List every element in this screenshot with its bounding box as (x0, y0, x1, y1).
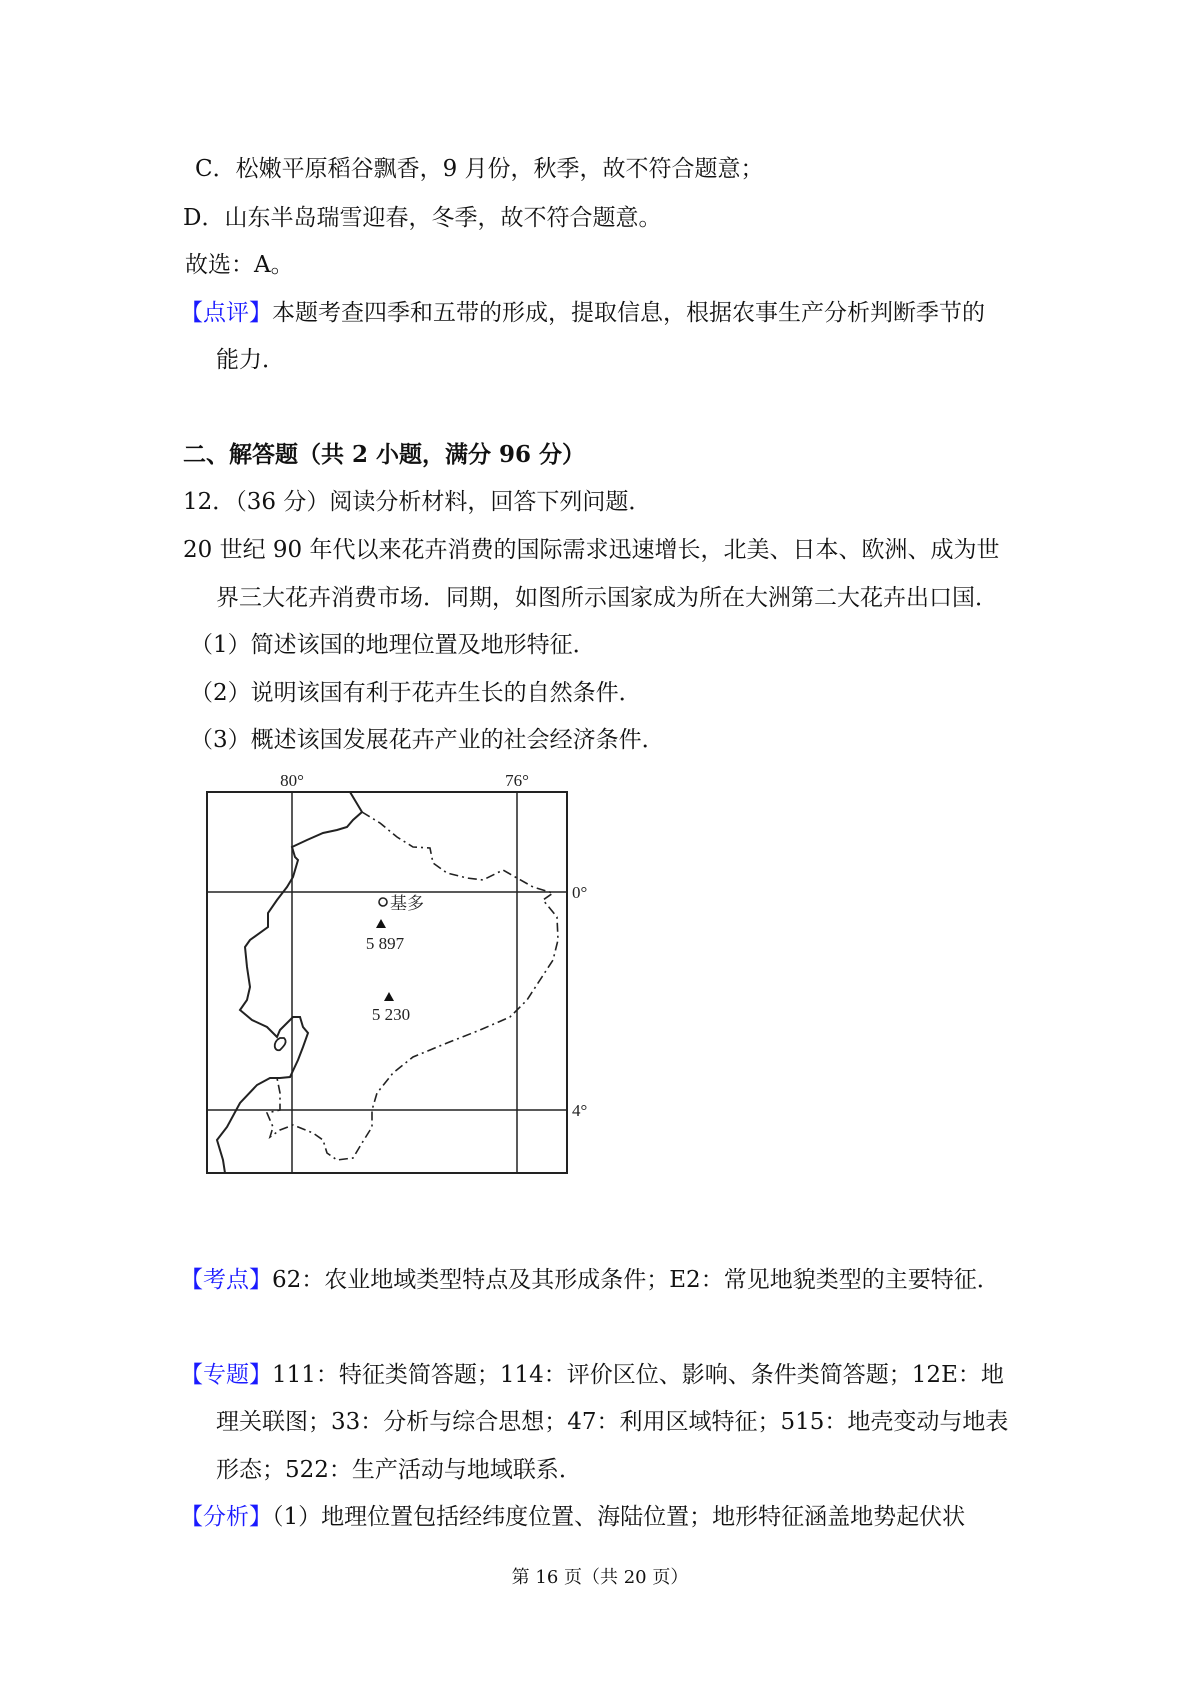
sub-question-2: （2）说明该国有利于花卉生长的自然条件． (190, 680, 642, 706)
lat-label-4: 4° (572, 1101, 588, 1120)
material-text-cont: 界三大花卉消费市场．同期，如图所示国家成为所在大洲第二大花卉出口国． (216, 585, 998, 611)
peak-icon (384, 992, 394, 1001)
fenxi-line (180, 1502, 965, 1532)
comment-tag: 【点评】 (180, 300, 272, 326)
ecuador-map (200, 770, 600, 1190)
option-d-text: D．山东半岛瑞雪迎春，冬季，故不符合题意。 (183, 205, 662, 231)
kaodian-line (180, 1265, 1000, 1295)
peak-label-1: 5 897 (365, 934, 405, 953)
zhuanti-text-cont: 形态；522：生产活动与地域联系． (216, 1457, 582, 1483)
fenxi-tag: 【分析】 (180, 1504, 272, 1530)
lat-label-0: 0° (572, 883, 588, 902)
sub-question-1: （1）简述该国的地理位置及地形特征． (190, 632, 596, 658)
option-c-text: C．松嫩平原稻谷飘香，9 月份，秋季，故不符合题意； (195, 156, 764, 182)
capital-marker (379, 898, 387, 906)
coastline (217, 792, 362, 1173)
lon-label-80: 80° (280, 771, 304, 790)
peak-icon (376, 919, 386, 928)
gulf-island (275, 1038, 286, 1050)
section-heading: 二、解答题（共 2 小题，满分 96 分） (183, 441, 586, 468)
peak-label-2: 5 230 (371, 1005, 411, 1024)
kaodian-text: 62：农业地域类型特点及其形成条件；E2：常见地貌类型的主要特征． (272, 1267, 1000, 1293)
zhuanti-text: 111：特征类简答题；114：评价区位、影响、条件类简答题；12E：地 (272, 1362, 1004, 1388)
zhuanti-text-cont: 理关联图；33：分析与综合思想；47：利用区域特征；515：地壳变动与地表 (216, 1409, 1009, 1435)
question-12: 12．（36 分）阅读分析材料，回答下列问题． (183, 489, 652, 515)
comment-line (180, 298, 985, 328)
zhuanti-tag: 【专题】 (180, 1362, 272, 1388)
national-border (267, 812, 558, 1160)
capital-label: 基多 (390, 894, 424, 913)
comment-text-cont: 能力． (216, 347, 285, 373)
page-number: 第 16 页（共 20 页） (511, 1567, 689, 1588)
sub-question-3: （3）概述该国发展花卉产业的社会经济条件． (190, 727, 665, 753)
kaodian-tag: 【考点】 (180, 1267, 272, 1293)
answer-text: 故选：A。 (185, 252, 294, 278)
map-frame (207, 792, 567, 1173)
lon-label-76: 76° (505, 771, 529, 790)
material-text: 20 世纪 90 年代以来花卉消费的国际需求迅速增长，北美、日本、欧洲、成为世 (183, 537, 1000, 563)
fenxi-text: （1）地理位置包括经纬度位置、海陆位置；地形特征涵盖地势起伏状 (272, 1504, 966, 1530)
comment-text: 本题考查四季和五带的形成，提取信息，根据农事生产分析判断季节的 (272, 300, 985, 326)
zhuanti-line (180, 1360, 1004, 1390)
